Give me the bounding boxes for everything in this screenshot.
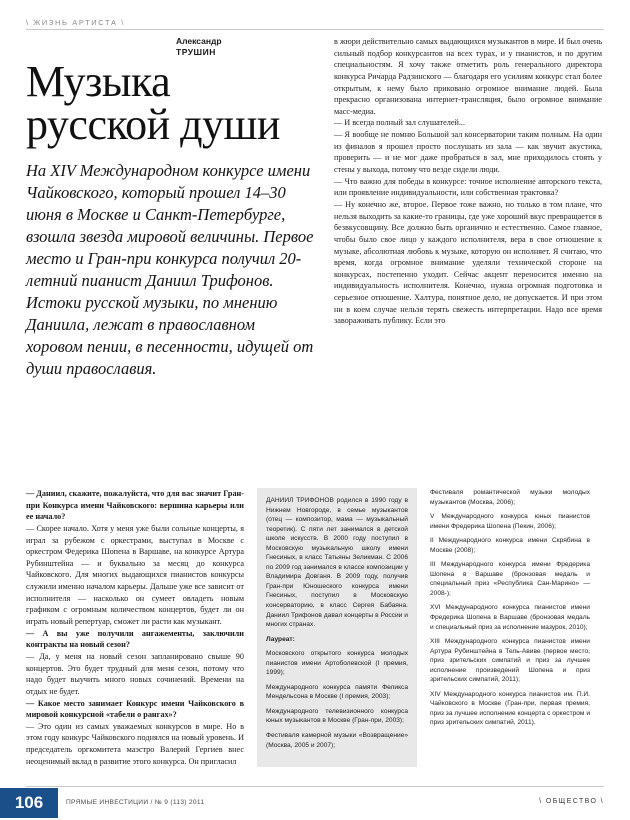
author-byline	[176, 36, 314, 58]
interview-question: — Даниил, скажите, пожалуйста, что для вас значит Гран-при Конкурса имени Чайковского: вершина карьеры или ее начало?	[26, 489, 244, 522]
award-item: III Международного конкурса имени Фредерика Шопена в Варшаве (бронзовая медаль и специальный приз «Республика Сан-Марино» — 2008-);	[430, 561, 590, 597]
award-item: V Международного конкурса юных пианистов имени Фредерика Шопена (Пекин, 2006);	[430, 513, 590, 530]
interview-answer: — Это один из самых уважаемых конкурсов в мире. Но в этом году конкурс Чайковского поднялся на новый уровень. И председатель оргкомитета маэстро Валерий Гергиев внес неоценимый вклад в развитие этого конкурса. Он пригласил	[26, 721, 244, 766]
upper-columns	[26, 36, 604, 394]
interview-question: — А вы уже получили ангажементы, заключили контракты на новый сезон?	[26, 628, 244, 650]
biography-intro: ДАНИИЛ ТРИФОНОВ родился в 1990 году в Нижнем Новгороде, в семье музыкантов (отец — композитор, мама — музыкальный теоретик). С пяти лет занимался в детской школе искусств. В 2000 году поступил в Московскую музыкальную школу имени Гнесиных, в класс Татьяны Зеликман. С 2006 по 2009 год занимался в классе композиции у Владимира Довганя. В 2009 году, получив Гран-при Юношеского конкурса имени Гнесиных, поступил в Московскую консерваторию, в класс Сергея Бабаяна. Даниил Трифонов давал концерты в России и многих странах.	[266, 497, 408, 629]
lead-paragraph: На XIV Международном конкурсе имени Чайковского, который прошел 14–30 июня в Москве и Санкт-Петербурге, взошла звезда мировой величины. Первое место и Гран-при конкурса получил 20-летний пианист Даниил Трифонов. Истоки русской музыки, по мнению Даниила, лежат в православном хоровом пении, в песенности, идущей от души православия.	[26, 161, 314, 378]
left-column	[26, 36, 314, 394]
right-column-text	[334, 36, 602, 394]
header-divider	[26, 29, 604, 30]
interview-column	[26, 488, 244, 767]
section-label: \ ОБЩЕСТВО \	[539, 798, 604, 805]
kicker-label: \ ЖИЗНЬ АРТИСТА \	[26, 18, 125, 27]
laureate-item: Международного конкурса памяти Феликса Мендельсона в Москве (I премия, 2003);	[266, 683, 408, 701]
interview-question: — Какое место занимает Конкурс имени Чайковского в мировой конкурсной «табели о рангах»?	[26, 698, 244, 720]
awards-column	[430, 488, 590, 767]
laureate-item: Международного телевизионного конкурса юных музыкантов в Москве (Гран-при, 2003);	[266, 707, 408, 725]
author-last-name: ТРУШИН	[176, 47, 216, 58]
page-number-badge: 106	[0, 788, 58, 818]
interview-answer: — Я вообще не помню Большой зал консерватории таким полным. На один из финалов я прошел просто послушать из зала — как звучит акустика, проверить — и не мог даже пробраться в зал, мне приходилось стоять у стены у выхода, потому что везде сидели люди.	[334, 130, 602, 175]
body-paragraph: в жюри действительно самых выдающихся музыкантов в мире. И был очень сильный подбор конкурсантов на всех турах, и у пианистов, и по другим специальностям. Я хочу также отметить роль генерального директора конкурса Ричарда Радзинского — благодаря его усилиям конкурс стал более открытым, к нему было приковано огромное внимание людей. Была прекрасно организована интернет-трансляция, было огромное внимание масс-медиа.	[334, 37, 602, 116]
laureate-heading: Лауреат:	[266, 635, 295, 643]
interview-answer: — Да, у меня на новый сезон запланировано свыше 90 концертов. Это будет трудный для меня сезон, потому что надо будет выучить много новых сочинений. Времени на отдых не будет.	[26, 651, 244, 696]
lower-columns	[26, 488, 604, 767]
author-first-name: Александр	[176, 36, 222, 46]
interview-answer: — Скорее начало. Хотя у меня уже были сольные концерты, я играл за рубежом с оркестрами, выступал в Москве с оркестром Федерика Шопена в Варшаве, на конкурсе Артура Рубинштейна — и буквально за месяц до конкурса Чайковского. Для многих выдающихся пианистов конкурсы служили именно началом карьеры. Дальше уже все зависит от исполнителя — насколько он сумеет овладеть новым графиком с огромным количеством концертов, будет ли он играть новый репертуар, сможет ли расти как музыкант.	[26, 523, 244, 627]
footer-divider	[26, 786, 604, 787]
headline-line-2: русской души	[26, 100, 280, 150]
laureate-item: Фестиваля камерной музыки «Возвращение» (Москва, 2005 и 2007);	[266, 732, 408, 749]
page-footer	[0, 786, 630, 820]
award-item: XIV Международного конкурса пианистов им. П.И. Чайковского в Москве (Гран-при, первая премия, приз за лучшее исполнение концерта с оркестром и приз зрительских симпатий, 2011).	[430, 690, 590, 727]
biography-sidebar	[257, 488, 417, 767]
page-title	[26, 57, 314, 150]
award-item: Фестиваля романтической музыки молодых музыкантов (Москва, 2006);	[430, 489, 590, 506]
publication-meta: ПРЯМЫЕ ИНВЕСТИЦИИ / № 9 (113) 2011	[66, 799, 205, 806]
interview-question: — И всегда полный зал слушателей...	[334, 118, 466, 128]
award-item: II Международного конкурса имени Скрябина в Москве (2008);	[430, 537, 590, 554]
award-item: XVI Международного конкурса пианистов имени Фредерика Шопена в Варшаве (бронзовая медаль и специальный приз за исполнение мазурок, 2010);	[430, 604, 590, 631]
award-item: XIII Международного конкурса пианистов имени Артура Рубинштейна в Тель-Авиве (первое место, приз зрительских симпатий и приз за лучшее исполнение произведений Шопена и приз зрительских симпатий, 2011);	[430, 638, 590, 684]
headline-line-1: Музыка	[26, 57, 171, 107]
interview-question: — Что важно для победы в конкурсе: точное исполнение авторского текста, или проявление индивидуальности, или собственная трактовка?	[334, 176, 602, 198]
interview-answer: — Ну конечно же, второе. Первое тоже важно, но только в том плане, что нельзя выходить за какие-то границы, где уже хороший вкус превращается в безвкусовщину. Все должно быть органично и естественно. Самое главное, чтобы было свое лицо у каждого исполнителя, вера в свое отношение к музыке, абсолютная любовь к музыке, которую он исполняет. Я считаю, что время, когда огромное внимание уделяли технической стороне на конкурсах, постепенно уходит. Сейчас акцент переносится именно на индивидуальность исполнителя. Конечно, нужна огромная подготовка и серьезное отношение. Халтура, понятное дело, не допускается. И при этом ни в коем случае нельзя терять свежесть интерпретации. Надо все время завораживать публику. Если это	[334, 199, 602, 326]
laureate-item: Московского открытого конкурса молодых пианистов имени Артоболевской (I премия, 1999);	[266, 650, 408, 677]
